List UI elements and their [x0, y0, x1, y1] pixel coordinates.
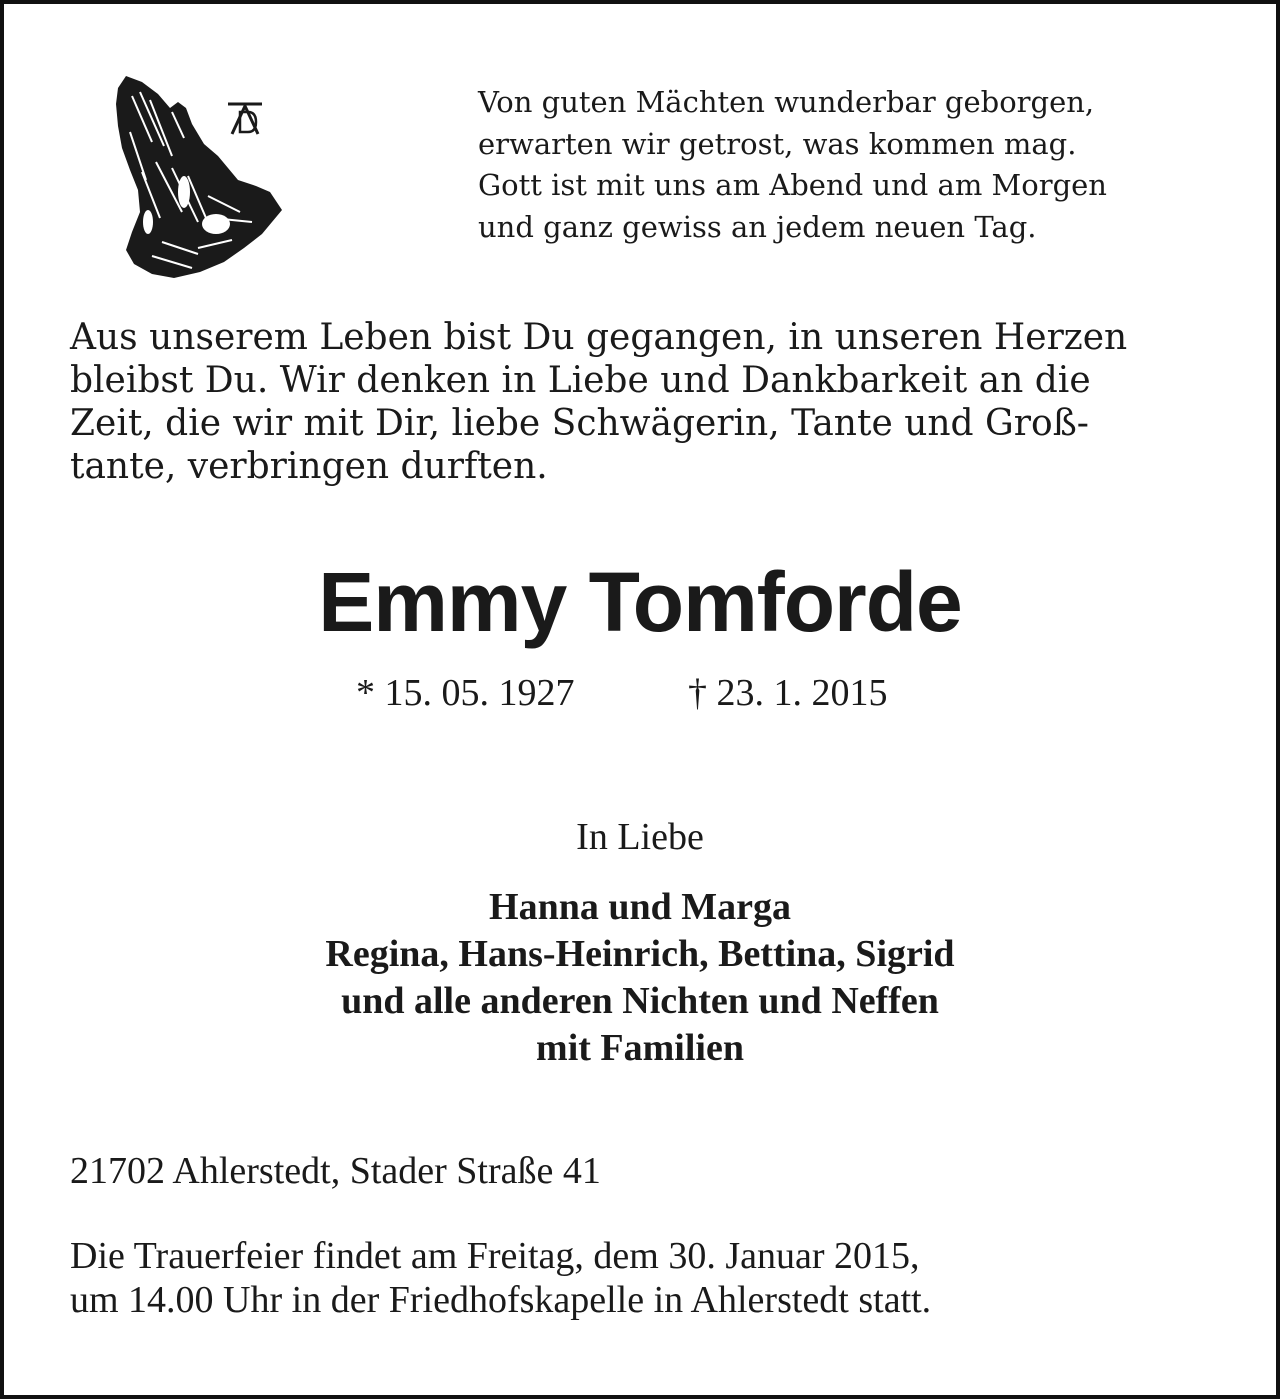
duerer-monogram-icon [222, 98, 268, 138]
poem-line: erwarten wir getrost, was kommen mag. [478, 126, 1077, 161]
intro-line: bleibst Du. Wir denken in Liebe und Dankbarkeit an die [70, 360, 1091, 401]
deceased-name: Emmy Tomforde [318, 555, 962, 649]
mourners-line: Hanna und Marga [489, 886, 791, 928]
poem-line: Gott ist mit uns am Abend und am Morgen [478, 168, 1107, 202]
birth-date: * 15. 05. 1927 [356, 672, 575, 714]
service-line: Die Trauerfeier findet am Freitag, dem 30. Januar 2015, [70, 1235, 920, 1277]
service-line: um 14.00 Uhr in der Friedhofskapelle in Ahlerstedt statt. [70, 1279, 932, 1321]
intro-line: Zeit, die wir mit Dir, liebe Schwägerin, Tante und Groß- [70, 403, 1089, 444]
intro-line: tante, verbringen durften. [70, 446, 548, 487]
mourners-line: und alle anderen Nichten und Neffen [341, 980, 939, 1022]
intro-line: Aus unserem Leben bist Du gegangen, in unseren Herzen [70, 317, 1128, 358]
funeral-service-info [70, 1234, 931, 1322]
mourners-line: Regina, Hans-Heinrich, Bettina, Sigrid [325, 933, 955, 975]
mourners-line: mit Familien [536, 1027, 744, 1069]
poem-line: und ganz gewiss an jedem neuen Tag. [478, 209, 1037, 244]
mourners-list [4, 884, 1276, 1072]
mourners-intro: In Liebe [576, 816, 704, 858]
death-date: † 23. 1. 2015 [688, 672, 888, 714]
address: 21702 Ahlerstedt, Stader Straße 41 [70, 1150, 601, 1192]
poem-quote [478, 82, 1258, 248]
poem-line: Von guten Mächten wunderbar geborgen, [478, 85, 1095, 119]
intro-text [70, 316, 1230, 488]
